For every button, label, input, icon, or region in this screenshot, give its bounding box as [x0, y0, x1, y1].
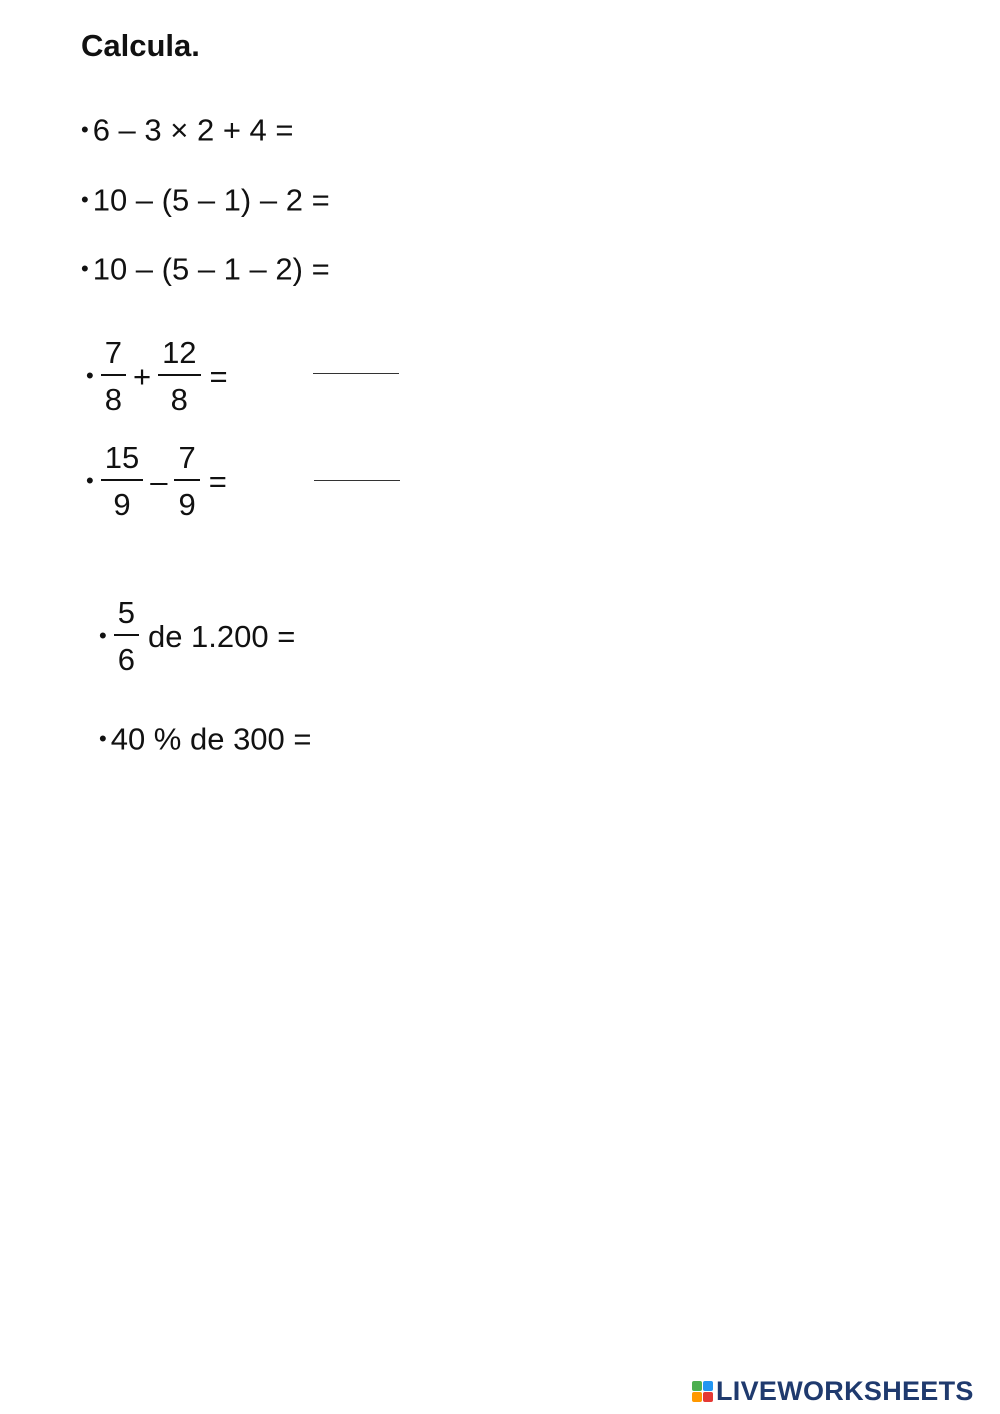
numerator: 5 [117, 595, 135, 630]
exercise-4 [99, 721, 312, 757]
answer-blank-2[interactable] [314, 480, 400, 481]
brand-watermark [692, 1376, 974, 1407]
fraction-exercise-1 [86, 337, 228, 415]
equals-sign: = [208, 463, 227, 499]
worksheet-title: Calcula. [81, 28, 200, 63]
fraction-b [158, 337, 200, 415]
bullet: • [81, 116, 89, 142]
exercise-3-text: 10 – (5 – 1 – 2) = [92, 251, 330, 287]
equals-sign: = [209, 358, 228, 394]
exercise-rest-text: de 1.200 = [147, 618, 296, 654]
exercise-3 [81, 251, 330, 287]
denominator: 8 [170, 382, 188, 417]
numerator: 15 [104, 440, 140, 475]
denominator: 6 [117, 642, 135, 677]
exercise-4-text: 40 % de 300 = [110, 721, 312, 757]
answer-blank-1[interactable] [313, 373, 399, 374]
bullet: • [86, 363, 94, 388]
exercise-2 [81, 182, 330, 218]
denominator: 9 [113, 487, 131, 522]
denominator: 9 [178, 487, 196, 522]
fraction-b [174, 442, 199, 520]
numerator: 12 [162, 335, 197, 370]
fraction-a [114, 597, 139, 675]
denominator: 8 [104, 382, 122, 417]
fraction-a [101, 337, 126, 415]
numerator: 7 [178, 440, 196, 475]
operator: – [150, 463, 168, 499]
exercise-1-text: 6 – 3 × 2 + 4 = [92, 112, 294, 148]
fraction-exercise-2 [86, 442, 227, 520]
bullet: • [81, 255, 89, 281]
bullet: • [99, 725, 107, 751]
bullet: • [99, 623, 107, 648]
operator: + [132, 358, 152, 394]
exercise-1 [81, 112, 294, 148]
bullet: • [81, 186, 89, 212]
brand-text: LIVEWORKSHEETS [716, 1376, 974, 1406]
liveworksheets-logo-icon [692, 1381, 713, 1402]
bullet: • [86, 468, 94, 493]
exercise-2-text: 10 – (5 – 1) – 2 = [92, 182, 330, 218]
fraction-a [101, 442, 143, 520]
numerator: 7 [104, 335, 122, 370]
fraction-exercise-3 [99, 597, 295, 675]
